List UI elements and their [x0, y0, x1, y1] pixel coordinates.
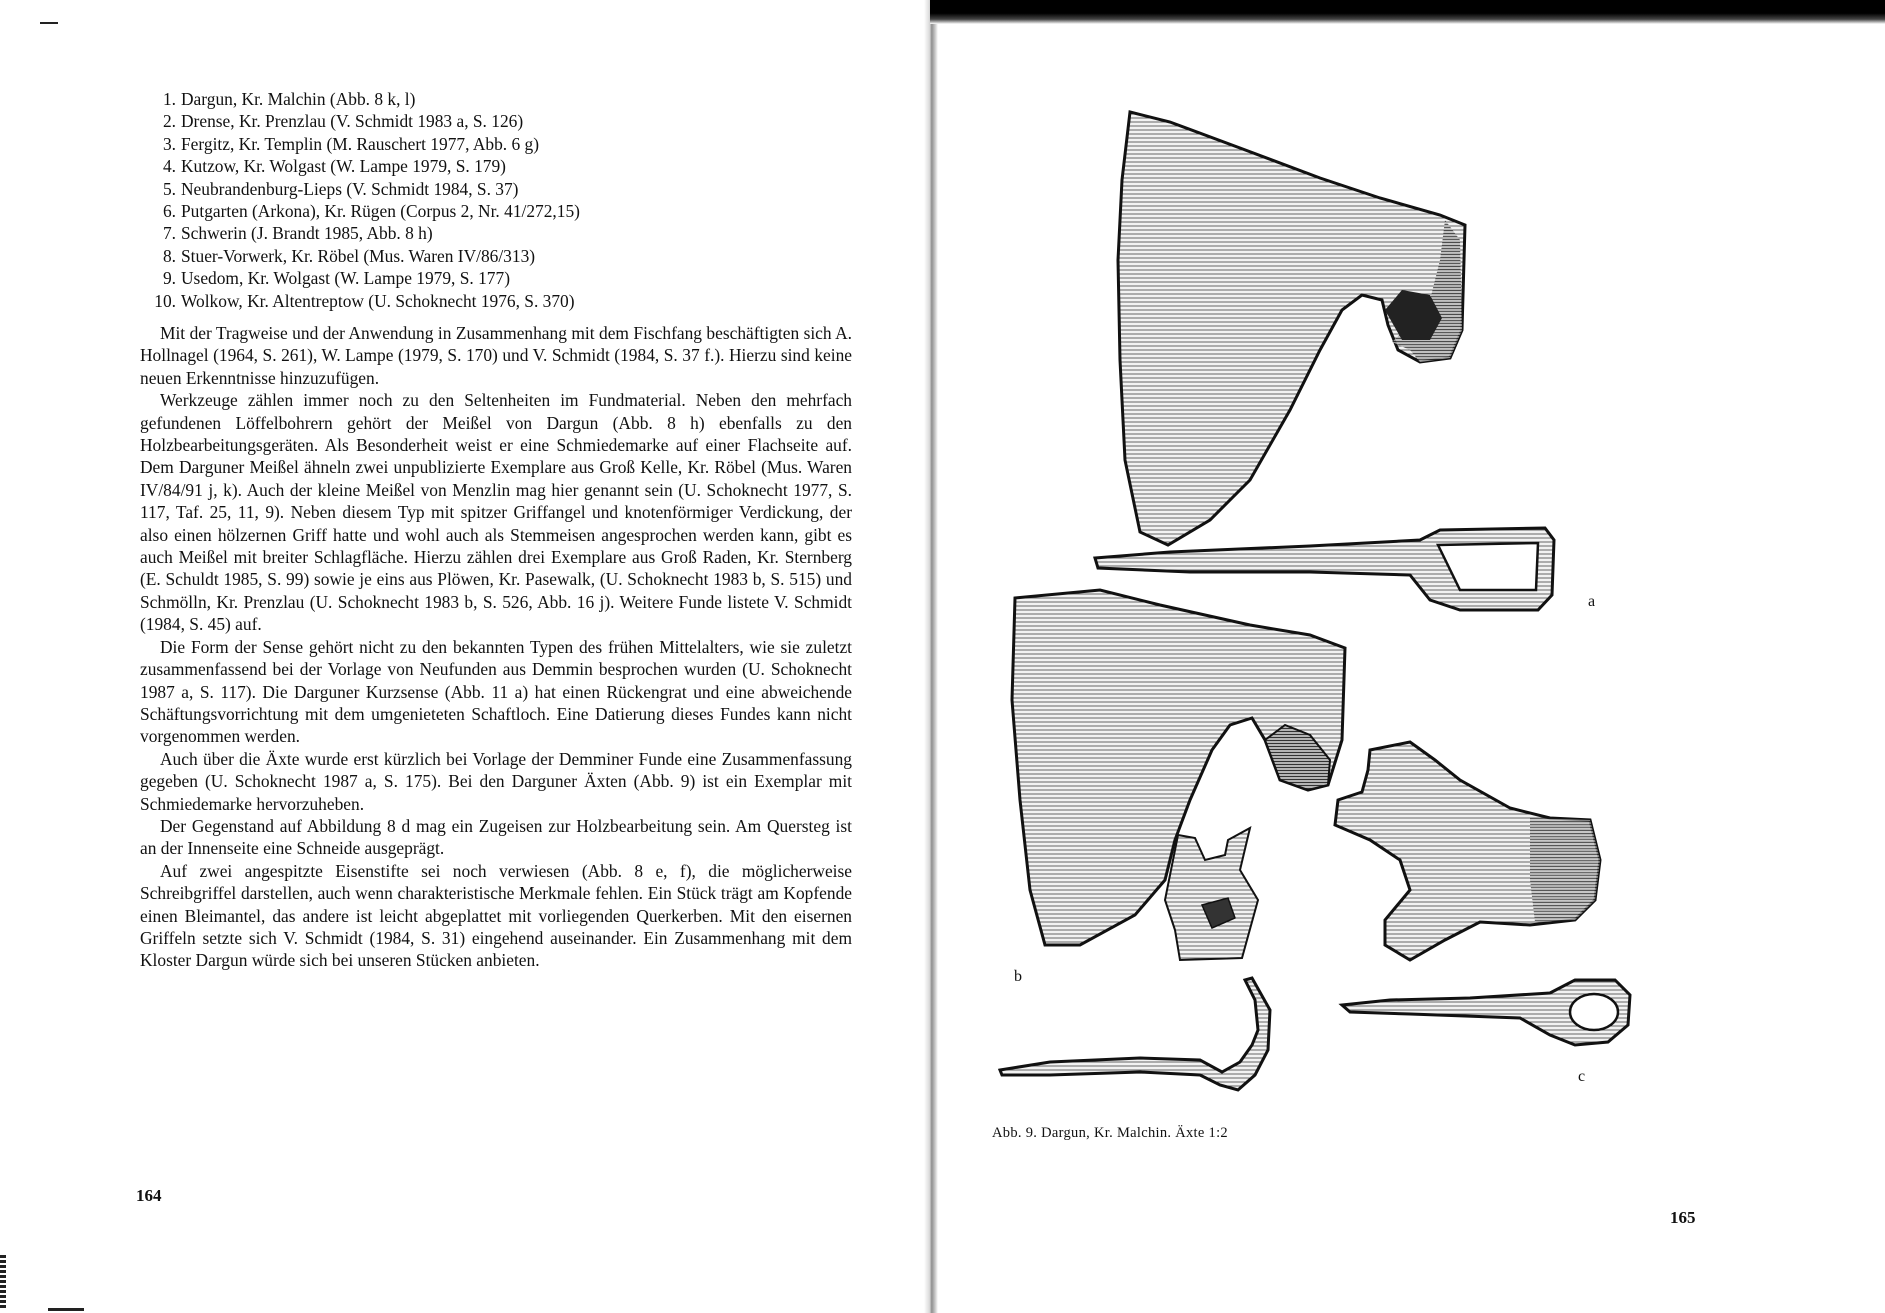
list-item: 7. Schwerin (J. Brandt 1985, Abb. 8 h)	[162, 223, 433, 244]
axe-b-drawing	[1012, 590, 1345, 960]
axe-a-drawing	[1118, 112, 1465, 545]
left-page	[0, 0, 930, 1313]
figure-label-c: c	[1578, 1068, 1586, 1085]
list-item: 3. Fergitz, Kr. Templin (M. Rauschert 1977, Abb. 6 g)	[162, 133, 539, 154]
list-item: 4. Kutzow, Kr. Wolgast (W. Lampe 1979, S. 179)	[162, 156, 506, 177]
tang-c-drawing	[1342, 980, 1630, 1045]
page-number: 164	[136, 1186, 162, 1205]
list-item: 10. Wolkow, Kr. Altentreptow (U. Schoknecht 1976, S. 370)	[154, 290, 575, 311]
list-item-text: Putgarten (Arkona), Kr. Rügen (Corpus 2, Nr. 41/272,15)	[181, 201, 580, 222]
axe-c-drawing	[1335, 742, 1600, 960]
axe-illustration	[990, 100, 1690, 1110]
list-item-text: Kutzow, Kr. Wolgast (W. Lampe 1979, S. 179)	[181, 156, 506, 177]
paragraph: Die Form der Sense gehört nicht zu den bekannten Typen des frühen Mittelalters, wie sie zuletzt zusammenfassend bei der Vorlage von Neufunden aus Demmin besprochen wurden (U. Schoknecht 1987 a, S. 117). Die Darguner Kurzsense (Abb. 11 a) hat einen Rückengrat und eine abweichende Schäftungsvorrichtung mit dem umgenieteten Schaftloch. Eine Datierung dieses Fundes kann nicht vorgenommen werden.	[140, 636, 852, 747]
list-item: 5. Neubrandenburg-Lieps (V. Schmidt 1984, S. 37)	[162, 178, 519, 199]
body-text	[140, 322, 852, 972]
paragraph: Der Gegenstand auf Abbildung 8 d mag ein Zugeisen zur Holzbearbeitung sein. Am Quersteg ist an der Innenseite eine Schneide ausgeprägt.	[140, 815, 852, 859]
paragraph: Werkzeuge zählen immer noch zu den Seltenheiten im Fundmaterial. Neben den mehrfach gefundenen Löffelbohrern gehört der Meißel von Dargun (Abb. 8 h) ebenfalls zu den Holzbearbeitungsgeräten. Als Besonderheit weist er eine Schmiedemarke auf einer Flachseite auf. Dem Darguner Meißel ähneln zwei unpublizierte Exemplare aus Groß Kelle, Kr. Röbel (Mus. Waren IV/84/91 j, k). Auch der kleine Meißel von Menzlin mag hier genannt sein (U. Schoknecht 1977, S. 117, Taf. 25, 11, 9). Neben diesem Typ mit spitzer Griffangel und knotenförmiger Verdickung, der also einen hölzernen Griff hatte und wohl auch als Stemmeisen angesprochen werden kann, gibt es auch Meißel mit breiter Schlagfläche. Hierzu zählen drei Exemplare aus Groß Raden, Kr. Sternberg (E. Schuldt 1985, S. 99) sowie je eins aus Plöwen, Kr. Pasewalk, (U. Schoknecht 1983 b, S. 515) und Schmölln, Kr. Prenzlau (U. Schoknecht 1983 b, S. 526, Abb. 16 j). Weitere Funde listete V. Schmidt (1984, S. 45) auf.	[140, 390, 852, 635]
list-item-text: Fergitz, Kr. Templin (M. Rauschert 1977, Abb. 6 g)	[181, 133, 539, 154]
list-item-text: Drense, Kr. Prenzlau (V. Schmidt 1983 a, S. 126)	[181, 111, 524, 132]
list-item-text: Neubrandenburg-Lieps (V. Schmidt 1984, S. 37)	[181, 178, 519, 199]
list-item-text: Schwerin (J. Brandt 1985, Abb. 8 h)	[181, 223, 433, 244]
list-item-text: Dargun, Kr. Malchin (Abb. 8 k, l)	[181, 89, 416, 109]
list-item: 6. Putgarten (Arkona), Kr. Rügen (Corpus 2, Nr. 41/272,15)	[162, 201, 580, 222]
paragraph: Mit der Tragweise und der Anwendung in Zusammenhang mit dem Fischfang beschäftigten sich A. Hollnagel (1964, S. 261), W. Lampe (1979, S. 170) und V. Schmidt (1984, S. 37 f.). Hierzu sind keine neuen Erkenntnisse hinzuzufügen.	[140, 323, 852, 388]
list-item: 1. Dargun, Kr. Malchin (Abb. 8 k, l)	[162, 89, 416, 109]
figure-label-a: a	[1588, 593, 1596, 610]
list-item: 2. Drense, Kr. Prenzlau (V. Schmidt 1983 a, S. 126)	[162, 111, 524, 132]
list-item-text: Stuer-Vorwerk, Kr. Röbel (Mus. Waren IV/86/313)	[181, 245, 536, 266]
site-list	[140, 88, 860, 312]
page-number: 165	[1670, 1208, 1696, 1227]
list-item-text: Wolkow, Kr. Altentreptow (U. Schoknecht 1976, S. 370)	[181, 290, 575, 311]
list-item: 9. Usedom, Kr. Wolgast (W. Lampe 1979, S. 177)	[162, 268, 510, 289]
list-item: 8. Stuer-Vorwerk, Kr. Röbel (Mus. Waren IV/86/313)	[162, 245, 536, 266]
paragraph: Auf zwei angespitzte Eisenstifte sei noch verwiesen (Abb. 8 e, f), die möglicherweise Schreibgriffel darstellen, auch wenn charakteristische Merkmale fehlen. Ein Stück trägt am Kopfende einen Bleimantel, das andere ist leicht abgeplattet mit vorliegenden Querkerben. Mit den eisernen Griffeln setzte sich V. Schmidt (1984, S. 31) eingehend auseinander. Ein Zusammenhang mit dem Kloster Dargun würde sich bei unseren Stücken anbieten.	[140, 860, 852, 971]
list-item-text: Usedom, Kr. Wolgast (W. Lampe 1979, S. 177)	[181, 268, 510, 289]
paragraph: Auch über die Äxte wurde erst kürzlich bei Vorlage der Demminer Funde eine Zusammenfassung gegeben (U. Schoknecht 1987 a, S. 175). Bei den Darguner Äxten (Abb. 9) ist ein Exemplar mit Schmiedemarke hervorzuheben.	[140, 748, 852, 814]
tang-b-drawing	[1000, 978, 1270, 1090]
figure-label-b: b	[1014, 968, 1022, 985]
figure-caption: Abb. 9. Dargun, Kr. Malchin. Äxte 1:2	[992, 1125, 1228, 1141]
